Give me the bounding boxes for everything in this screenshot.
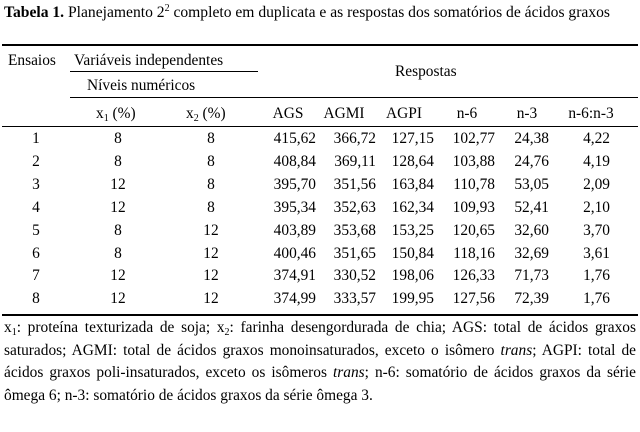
table-top-rule bbox=[2, 44, 638, 46]
caption-label: Tabela 1. bbox=[4, 4, 65, 21]
table-cell-r5-c8: 32,60 bbox=[514, 221, 549, 239]
table-cell-r1-c6: 127,15 bbox=[391, 130, 434, 147]
foot-text-4: ; n-6: somatório de ácidos graxos da série ômega 6; n-3: somatório de ácidos graxos da série ômega 3. bbox=[4, 364, 637, 404]
table-cell-r1-c5: 366,72 bbox=[333, 130, 376, 147]
foot-text-3: ; AGPI: total de ácidos graxos poli-insaturados, exceto os isômeros bbox=[4, 341, 636, 381]
table-cell-r3-c8: 53,05 bbox=[514, 175, 549, 193]
header-underline-levels bbox=[70, 97, 638, 98]
table-cell-r7-c1: 7 bbox=[32, 267, 40, 285]
header-response-2: AGMI bbox=[323, 105, 365, 122]
table-cell-r6-c8: 32,69 bbox=[514, 244, 549, 262]
table-cell-r1-c2: 8 bbox=[114, 130, 122, 147]
table-cell-r7-c2: 12 bbox=[110, 267, 126, 285]
table-cell-r8-c7: 127,56 bbox=[452, 290, 495, 308]
header-independent-variables: Variáveis independentes bbox=[74, 52, 224, 69]
table-cell-r1-c3: 8 bbox=[207, 130, 215, 147]
table-cell-r4-c3: 8 bbox=[207, 198, 215, 216]
table-cell-r1-c7: 102,77 bbox=[452, 130, 495, 147]
table-cell-r1-c4: 415,62 bbox=[273, 130, 316, 147]
table-cell-r4-c1: 4 bbox=[32, 198, 40, 216]
table-cell-r4-c2: 12 bbox=[110, 198, 126, 216]
foot-x2-symbol: x bbox=[216, 319, 225, 336]
table-cell-r4-c6: 162,34 bbox=[391, 198, 434, 216]
table-cell-r8-c9: 1,76 bbox=[583, 290, 610, 308]
table-cell-r4-c5: 352,63 bbox=[333, 198, 376, 216]
table-cell-r1-c9: 4,22 bbox=[583, 130, 610, 147]
table-cell-r7-c3: 12 bbox=[203, 267, 219, 285]
table-cell-r8-c3: 12 bbox=[203, 290, 219, 308]
x1-symbol: x bbox=[96, 105, 104, 122]
header-response-5: n-3 bbox=[516, 105, 538, 122]
table-cell-r3-c9: 2,09 bbox=[583, 175, 610, 193]
header-respostas: Respostas bbox=[395, 63, 457, 80]
table-cell-r6-c5: 351,65 bbox=[333, 244, 376, 262]
x2-symbol: x bbox=[186, 105, 194, 122]
table-cell-r3-c7: 110,78 bbox=[453, 175, 495, 193]
table-cell-r8-c4: 374,99 bbox=[273, 290, 316, 308]
table-cell-r5-c5: 353,68 bbox=[333, 221, 376, 239]
header-response-6: n-6:n-3 bbox=[568, 105, 614, 122]
table-cell-r3-c5: 351,56 bbox=[333, 175, 376, 193]
table-cell-r7-c6: 198,06 bbox=[391, 267, 434, 285]
table-cell-r1-c1: 1 bbox=[32, 130, 40, 147]
table-cell-r6-c3: 12 bbox=[203, 244, 219, 262]
header-ensaios: Ensaios bbox=[8, 52, 56, 69]
table-cell-r2-c7: 103,88 bbox=[452, 152, 495, 170]
table-cell-r4-c7: 109,93 bbox=[452, 198, 495, 216]
table-cell-r2-c9: 4,19 bbox=[583, 152, 610, 170]
table-cell-r5-c2: 8 bbox=[114, 221, 122, 239]
table-cell-r3-c4: 395,70 bbox=[273, 175, 316, 193]
foot-trans-2: trans bbox=[333, 364, 365, 381]
table-cell-r8-c8: 72,39 bbox=[514, 290, 549, 308]
header-underline-variables bbox=[70, 71, 258, 72]
table-cell-r2-c5: 369,11 bbox=[334, 152, 376, 170]
table-cell-r6-c4: 400,46 bbox=[273, 244, 316, 262]
caption-superscript: 2 bbox=[164, 3, 170, 14]
foot-trans-1: trans bbox=[500, 341, 533, 359]
table-cell-r4-c9: 2,10 bbox=[583, 198, 610, 216]
table-cell-r2-c4: 408,84 bbox=[273, 152, 316, 170]
caption-text-rest: completo em duplicata e as respostas dos somatórios de ácidos graxos bbox=[169, 4, 610, 21]
table-cell-r2-c8: 24,76 bbox=[514, 152, 549, 170]
table-cell-r6-c1: 6 bbox=[32, 244, 40, 262]
header-response-1: AGS bbox=[272, 105, 304, 122]
table-cell-r3-c1: 3 bbox=[32, 175, 40, 193]
table-cell-r8-c5: 333,57 bbox=[333, 290, 376, 308]
table-cell-r7-c4: 374,91 bbox=[273, 267, 316, 285]
table-cell-r3-c6: 163,84 bbox=[391, 175, 434, 193]
header-bottom-rule bbox=[2, 126, 638, 127]
table-cell-r5-c9: 3,70 bbox=[583, 221, 610, 239]
table-cell-r7-c9: 1,76 bbox=[583, 267, 610, 285]
foot-x2-subscript: 2 bbox=[224, 327, 230, 338]
table-bottom-rule bbox=[2, 314, 638, 316]
header-numeric-levels: Níveis numéricos bbox=[87, 77, 196, 94]
foot-text-1: : proteína texturizada de soja; bbox=[16, 319, 217, 336]
table-cell-r7-c8: 71,73 bbox=[514, 267, 549, 285]
table-cell-r2-c3: 8 bbox=[207, 152, 215, 170]
table-cell-r4-c4: 395,34 bbox=[273, 198, 316, 216]
table-cell-r5-c6: 153,25 bbox=[391, 221, 434, 239]
table-cell-r8-c6: 199,95 bbox=[391, 290, 434, 308]
header-x1 bbox=[96, 105, 136, 123]
table-cell-r6-c2: 8 bbox=[114, 244, 122, 262]
foot-x1-symbol: x bbox=[4, 319, 12, 336]
table-cell-r7-c7: 126,33 bbox=[452, 267, 495, 285]
table-cell-r1-c8: 24,38 bbox=[514, 130, 549, 147]
table-cell-r6-c7: 118,16 bbox=[453, 244, 495, 262]
table-cell-r5-c4: 403,89 bbox=[273, 221, 316, 239]
header-x2 bbox=[186, 105, 226, 123]
header-response-3: AGPI bbox=[386, 105, 422, 122]
table-cell-r6-c6: 150,84 bbox=[391, 244, 434, 262]
table-caption bbox=[4, 3, 636, 22]
table-cell-r5-c3: 12 bbox=[203, 221, 219, 239]
header-response-4: n-6 bbox=[456, 105, 478, 122]
table-cell-r8-c1: 8 bbox=[32, 290, 40, 308]
table-cell-r3-c3: 8 bbox=[207, 175, 215, 193]
foot-x1-subscript: 1 bbox=[11, 327, 17, 338]
table-cell-r2-c6: 128,64 bbox=[391, 152, 434, 170]
table-cell-r2-c2: 8 bbox=[114, 152, 122, 170]
x1-unit: (%) bbox=[108, 105, 136, 122]
table-footnote bbox=[4, 317, 636, 407]
table-cell-r5-c7: 120,65 bbox=[452, 221, 495, 239]
table-cell-r7-c5: 330,52 bbox=[333, 267, 376, 285]
table-cell-r5-c1: 5 bbox=[32, 221, 40, 239]
caption-text: Planejamento 2 bbox=[64, 4, 165, 21]
x1-subscript: 1 bbox=[103, 113, 109, 124]
table-cell-r2-c1: 2 bbox=[32, 152, 40, 170]
table-cell-r6-c9: 3,61 bbox=[583, 244, 610, 262]
table-cell-r8-c2: 12 bbox=[110, 290, 126, 308]
x2-subscript: 2 bbox=[193, 113, 199, 124]
x2-unit: (%) bbox=[198, 105, 226, 122]
table-cell-r4-c8: 52,41 bbox=[514, 198, 549, 216]
foot-text-2: : farinha desengordurada de chia; AGS: total de ácidos graxos saturados; AGMI: total de ácidos graxos monoinsaturados, exceto o isômero bbox=[4, 319, 636, 359]
table-cell-r3-c2: 12 bbox=[110, 175, 126, 193]
